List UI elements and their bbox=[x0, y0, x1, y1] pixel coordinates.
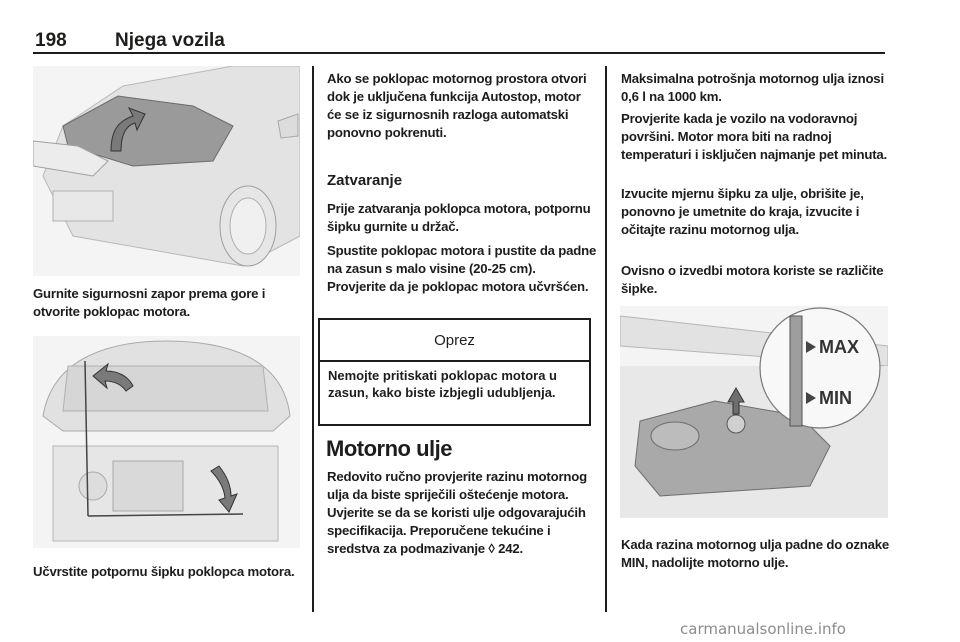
max-label: MAX bbox=[819, 337, 859, 357]
page-header bbox=[33, 28, 885, 54]
caption-prop-rod: Učvrstite potpornu šipku poklopca motora. bbox=[33, 564, 295, 579]
min-label: MIN bbox=[819, 388, 852, 408]
oil-consumption-paragraph: Maksimalna potrošnja motornog ulja iznosi 0,6 l na 1000 km. bbox=[621, 71, 884, 104]
caution-title: Oprez bbox=[320, 320, 589, 362]
column-divider-left bbox=[312, 66, 314, 612]
caption-hood-release: Gurnite sigurnosni zapor prema gore i otvorite poklopac motora. bbox=[33, 286, 266, 319]
figure-hood-release bbox=[33, 66, 300, 276]
figure-dipstick bbox=[620, 306, 888, 518]
page-number: 198 bbox=[35, 30, 67, 51]
engine-oil-paragraph: Redovito ručno provjerite razinu motornog ulja da biste spriječili oštećenje motora. Uvjerite se da se koristi ulje odgovarajućih specifikacija. Preporučene tekućine i sredstva za podmazivanje ◊ 242. bbox=[327, 469, 587, 556]
heading-engine-oil: Motorno ulje bbox=[326, 436, 452, 461]
caution-box bbox=[318, 318, 591, 426]
column-divider-right bbox=[605, 66, 607, 612]
dipstick-paragraph: Izvucite mjernu šipku za ulje, obrišite je, ponovno je umetnite do kraja, izvucite i očitajte razinu motornog ulja. bbox=[621, 186, 864, 237]
caution-text: Nemojte pritiskati poklopac motora u zasun, kako biste izbjegli udubljenja. bbox=[328, 368, 557, 400]
subheading-closing: Zatvaranje bbox=[327, 172, 403, 189]
min-mark-paragraph: Kada razina motornog ulja padne do oznake MIN, nadolijte motorno ulje. bbox=[621, 537, 890, 570]
figure-hood-prop bbox=[33, 336, 300, 548]
closing-paragraph-2: Spustite poklopac motora i pustite da padne na zasun s malo visine (20-25 cm). Provjerite da je poklopac motora učvršćen. bbox=[327, 243, 597, 294]
engine-variant-paragraph: Ovisno o izvedbi motora koriste se različite šipke. bbox=[621, 263, 884, 296]
autostop-paragraph: Ako se poklopac motornog prostora otvori dok je uključena funkcija Autostop, motor će se iz sigurnosnih razloga automatski ponovno pokrenuti. bbox=[327, 71, 587, 140]
check-conditions-paragraph: Provjerite kada je vozilo na vodoravnoj površini. Motor mora biti na radnoj temperaturi i isključen najmanje pet minuta. bbox=[621, 111, 888, 162]
section-title: Njega vozila bbox=[115, 30, 225, 51]
closing-paragraph-1: Prije zatvaranja poklopca motora, potpornu šipku gurnite u držač. bbox=[327, 201, 591, 234]
watermark: carmanualsonline.info bbox=[680, 620, 846, 638]
